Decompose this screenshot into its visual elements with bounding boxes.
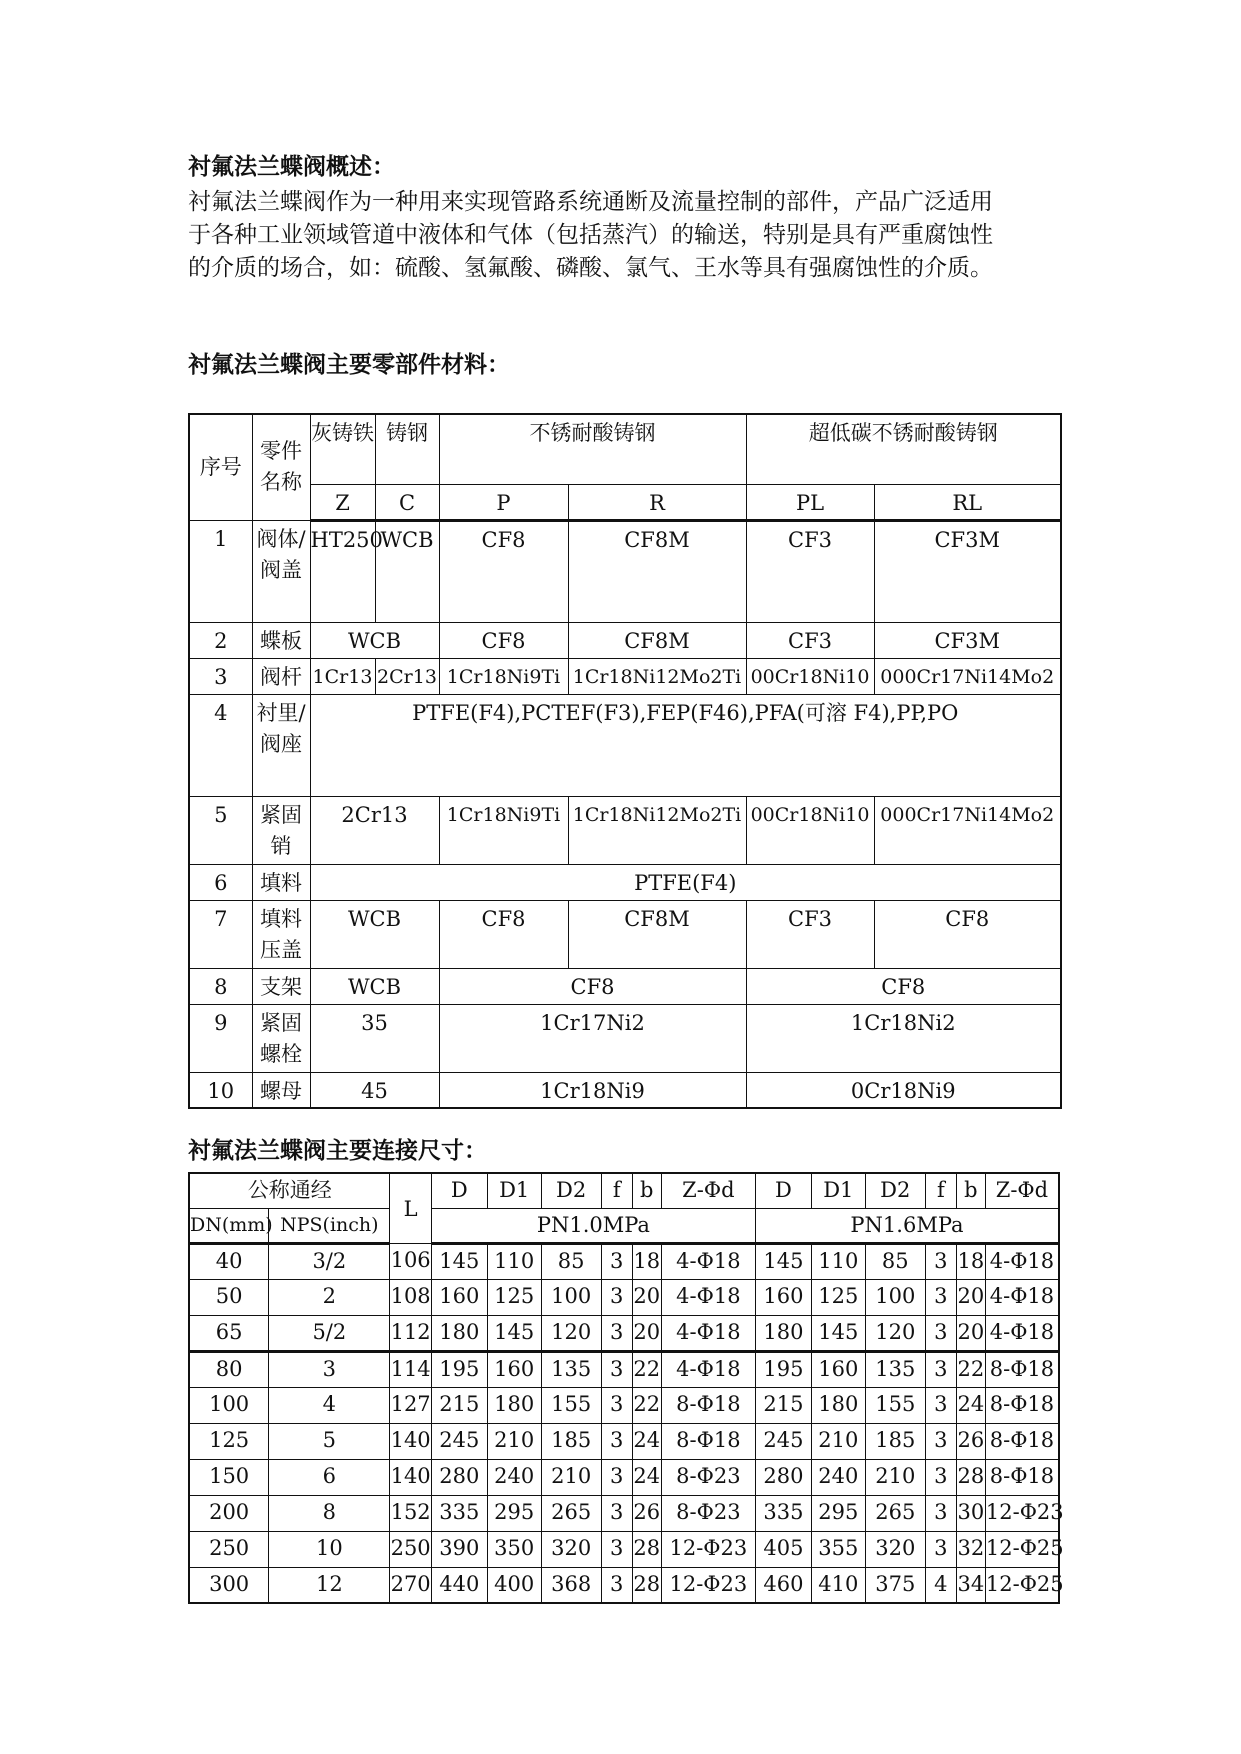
dimension-cell: 8-Φ18 xyxy=(985,1459,1059,1495)
dimension-cell: 3 xyxy=(601,1423,632,1459)
overview-line: 于各种工业领域管道中液体和气体（包括蒸汽）的输送，特别是具有严重腐蚀性 xyxy=(188,222,993,248)
dimension-cell: 335 xyxy=(755,1495,811,1531)
header-col: D1 xyxy=(811,1173,865,1208)
seq-cell: 5 xyxy=(189,796,252,864)
table-row xyxy=(189,1243,1059,1279)
dimension-cell: 245 xyxy=(431,1423,487,1459)
material-cell: 00Cr18Ni10 xyxy=(746,796,874,864)
dimension-cell: 8-Φ23 xyxy=(661,1495,755,1531)
material-cell: 1Cr13 xyxy=(310,658,375,694)
dimension-cell: 135 xyxy=(865,1351,925,1387)
dimension-cell: 20 xyxy=(632,1315,661,1351)
seq-cell: 8 xyxy=(189,968,252,1004)
table-row xyxy=(189,1531,1059,1567)
dimension-cell: 195 xyxy=(431,1351,487,1387)
dimension-cell: 210 xyxy=(541,1459,601,1495)
dimension-cell: 210 xyxy=(487,1423,541,1459)
dimension-cell: 12-Φ23 xyxy=(661,1531,755,1567)
dimension-cell: 3 xyxy=(601,1315,632,1351)
dimension-cell: 280 xyxy=(755,1459,811,1495)
code-cell: PL xyxy=(746,484,874,520)
dimension-cell: 65 xyxy=(189,1315,269,1351)
dimension-cell: 12-Φ23 xyxy=(985,1495,1059,1531)
material-cell: CF8 xyxy=(439,900,568,968)
seq-cell: 9 xyxy=(189,1004,252,1072)
dimension-cell: 3 xyxy=(601,1459,632,1495)
material-cell: 1Cr18Ni9 xyxy=(439,1072,746,1108)
dimension-cell: 12-Φ23 xyxy=(661,1567,755,1603)
dimension-cell: 180 xyxy=(487,1387,541,1423)
dimension-cell: 8 xyxy=(269,1495,390,1531)
dimension-cell: 112 xyxy=(390,1315,431,1351)
seq-cell: 6 xyxy=(189,864,252,900)
dimension-cell: 110 xyxy=(487,1243,541,1279)
overview-line: 的介质的场合，如：硫酸、氢氟酸、磷酸、氯气、王水等具有强腐蚀性的介质。 xyxy=(188,255,993,281)
header-L: L xyxy=(390,1173,431,1243)
material-cell: CF8 xyxy=(439,968,746,1004)
dimension-cell: 195 xyxy=(755,1351,811,1387)
material-cell: WCB xyxy=(310,968,439,1004)
dimension-cell: 8-Φ18 xyxy=(985,1387,1059,1423)
material-cell: 000Cr17Ni14Mo2 xyxy=(874,658,1061,694)
header-col: b xyxy=(632,1173,661,1208)
dimension-cell: 3 xyxy=(601,1243,632,1279)
material-cell: CF8 xyxy=(746,968,1061,1004)
dimension-cell: 3 xyxy=(601,1531,632,1567)
seq-cell: 1 xyxy=(189,520,252,622)
header-stainless: 不锈耐酸铸钢 xyxy=(439,414,746,484)
dimension-cell: 280 xyxy=(431,1459,487,1495)
dimension-cell: 3/2 xyxy=(269,1243,390,1279)
material-cell: 000Cr17Ni14Mo2 xyxy=(874,796,1061,864)
part-name-cell: 紧固螺栓 xyxy=(252,1004,310,1072)
dimension-cell: 100 xyxy=(541,1279,601,1315)
dimension-cell: 460 xyxy=(755,1567,811,1603)
dimension-cell: 85 xyxy=(541,1243,601,1279)
material-cell: CF8 xyxy=(439,622,568,658)
material-cell: CF3 xyxy=(746,520,874,622)
dimension-cell: 160 xyxy=(487,1351,541,1387)
material-cell: 00Cr18Ni10 xyxy=(746,658,874,694)
table-row xyxy=(189,1004,1061,1072)
dimension-cell: 24 xyxy=(956,1387,985,1423)
dimension-cell: 3 xyxy=(925,1495,956,1531)
header-gray-iron: 灰铸铁 xyxy=(310,414,375,484)
material-cell: 2Cr13 xyxy=(310,796,439,864)
table-row xyxy=(189,796,1061,864)
dimension-cell: 145 xyxy=(811,1315,865,1351)
seq-cell: 2 xyxy=(189,622,252,658)
seq-cell: 3 xyxy=(189,658,252,694)
dimension-cell: 440 xyxy=(431,1567,487,1603)
part-name-cell: 蝶板 xyxy=(252,622,310,658)
dimension-cell: 12 xyxy=(269,1567,390,1603)
dimension-cell: 240 xyxy=(811,1459,865,1495)
material-cell: CF8M xyxy=(568,520,746,622)
materials-header-row xyxy=(189,414,1061,484)
dimension-cell: 100 xyxy=(865,1279,925,1315)
dimension-cell: 18 xyxy=(632,1243,661,1279)
dimension-cell: 4-Φ18 xyxy=(985,1315,1059,1351)
material-cell: 1Cr18Ni2 xyxy=(746,1004,1061,1072)
dimension-cell: 155 xyxy=(541,1387,601,1423)
part-name-cell: 螺母 xyxy=(252,1072,310,1108)
header-cast-steel: 铸钢 xyxy=(375,414,439,484)
dimension-cell: 50 xyxy=(189,1279,269,1315)
dimension-cell: 210 xyxy=(811,1423,865,1459)
dimension-cell: 145 xyxy=(755,1243,811,1279)
header-col: f xyxy=(601,1173,632,1208)
code-cell: P xyxy=(439,484,568,520)
dimension-cell: 3 xyxy=(925,1423,956,1459)
dimension-cell: 368 xyxy=(541,1567,601,1603)
dimension-cell: 125 xyxy=(189,1423,269,1459)
dimension-cell: 127 xyxy=(390,1387,431,1423)
overview-paragraph xyxy=(188,186,1064,285)
seq-cell: 4 xyxy=(189,694,252,796)
dimension-cell: 152 xyxy=(390,1495,431,1531)
material-cell: CF3M xyxy=(874,622,1061,658)
dimension-cell: 3 xyxy=(925,1315,956,1351)
dimensions-subheader-row xyxy=(189,1208,1059,1243)
seq-cell: 7 xyxy=(189,900,252,968)
dimension-cell: 22 xyxy=(632,1351,661,1387)
part-name-cell: 填料压盖 xyxy=(252,900,310,968)
dimension-cell: 160 xyxy=(755,1279,811,1315)
dimension-cell: 8-Φ18 xyxy=(985,1423,1059,1459)
material-cell: 35 xyxy=(310,1004,439,1072)
overview-heading: 衬氟法兰蝶阀概述： xyxy=(188,153,395,180)
material-cell: 2Cr13 xyxy=(375,658,439,694)
dimension-cell: 4 xyxy=(269,1387,390,1423)
header-part-name: 零件名称 xyxy=(252,414,310,520)
material-cell: CF8 xyxy=(874,900,1061,968)
header-ultra-low-carbon: 超低碳不锈耐酸铸钢 xyxy=(746,414,1061,484)
dimension-cell: 140 xyxy=(390,1423,431,1459)
header-col: D2 xyxy=(541,1173,601,1208)
header-col: D xyxy=(755,1173,811,1208)
dimension-cell: 3 xyxy=(601,1495,632,1531)
dimension-cell: 24 xyxy=(632,1459,661,1495)
part-name-cell: 衬里/阀座 xyxy=(252,694,310,796)
part-name-cell: 支架 xyxy=(252,968,310,1004)
dimension-cell: 26 xyxy=(956,1423,985,1459)
dimension-cell: 4-Φ18 xyxy=(661,1351,755,1387)
table-row xyxy=(189,1567,1059,1603)
material-cell: 1Cr18Ni12Mo2Ti xyxy=(568,796,746,864)
dimension-cell: 3 xyxy=(925,1279,956,1315)
dimension-cell: 22 xyxy=(632,1387,661,1423)
dimension-cell: 8-Φ23 xyxy=(661,1459,755,1495)
dimension-cell: 100 xyxy=(189,1387,269,1423)
code-cell: Z xyxy=(310,484,375,520)
dimension-cell: 3 xyxy=(925,1243,956,1279)
dimension-cell: 18 xyxy=(956,1243,985,1279)
code-cell: RL xyxy=(874,484,1061,520)
material-cell: 1Cr17Ni2 xyxy=(439,1004,746,1072)
dimension-cell: 10 xyxy=(269,1531,390,1567)
dimension-cell: 295 xyxy=(487,1495,541,1531)
dimension-cell: 335 xyxy=(431,1495,487,1531)
dimension-cell: 185 xyxy=(541,1423,601,1459)
dimension-cell: 185 xyxy=(865,1423,925,1459)
dimension-cell: 145 xyxy=(431,1243,487,1279)
dimension-cell: 320 xyxy=(541,1531,601,1567)
table-row xyxy=(189,1072,1061,1108)
dimension-cell: 20 xyxy=(956,1279,985,1315)
dimension-cell: 145 xyxy=(487,1315,541,1351)
dimension-cell: 300 xyxy=(189,1567,269,1603)
header-col: Z-Φd xyxy=(985,1173,1059,1208)
material-cell: 1Cr18Ni12Mo2Ti xyxy=(568,658,746,694)
material-cell: CF8M xyxy=(568,900,746,968)
dimension-cell: 24 xyxy=(632,1423,661,1459)
dimension-cell: 245 xyxy=(755,1423,811,1459)
materials-heading: 衬氟法兰蝶阀主要零部件材料： xyxy=(188,351,510,378)
dimension-cell: 265 xyxy=(541,1495,601,1531)
part-name-cell: 阀杆 xyxy=(252,658,310,694)
dimension-cell: 85 xyxy=(865,1243,925,1279)
code-cell: R xyxy=(568,484,746,520)
dimension-cell: 108 xyxy=(390,1279,431,1315)
dimension-cell: 26 xyxy=(632,1495,661,1531)
table-row xyxy=(189,900,1061,968)
header-col: D1 xyxy=(487,1173,541,1208)
dimension-cell: 390 xyxy=(431,1531,487,1567)
material-cell: CF3M xyxy=(874,520,1061,622)
dimension-cell: 150 xyxy=(189,1459,269,1495)
dimension-cell: 140 xyxy=(390,1459,431,1495)
dimension-cell: 265 xyxy=(865,1495,925,1531)
dimension-cell: 4-Φ18 xyxy=(661,1315,755,1351)
table-row xyxy=(189,658,1061,694)
table-row xyxy=(189,1315,1059,1351)
dimension-cell: 80 xyxy=(189,1351,269,1387)
dimension-cell: 270 xyxy=(390,1567,431,1603)
dimensions-heading: 衬氟法兰蝶阀主要连接尺寸： xyxy=(188,1137,487,1164)
table-row xyxy=(189,1459,1059,1495)
dimension-cell: 120 xyxy=(541,1315,601,1351)
dimension-cell: 5 xyxy=(269,1423,390,1459)
code-cell: C xyxy=(375,484,439,520)
table-row xyxy=(189,1495,1059,1531)
header-col: f xyxy=(925,1173,956,1208)
dimension-cell: 28 xyxy=(956,1459,985,1495)
dimension-cell: 3 xyxy=(601,1567,632,1603)
dimension-cell: 350 xyxy=(487,1531,541,1567)
part-name-cell: 紧固销 xyxy=(252,796,310,864)
dimension-cell: 250 xyxy=(189,1531,269,1567)
header-nominal: 公称通经 xyxy=(189,1173,390,1208)
dimension-cell: 400 xyxy=(487,1567,541,1603)
dimension-cell: 4 xyxy=(925,1567,956,1603)
dimension-cell: 240 xyxy=(487,1459,541,1495)
material-cell: HT250 xyxy=(310,520,375,622)
table-row xyxy=(189,1351,1059,1387)
dimension-cell: 6 xyxy=(269,1459,390,1495)
dimension-cell: 125 xyxy=(811,1279,865,1315)
table-row xyxy=(189,1387,1059,1423)
table-row xyxy=(189,694,1061,796)
dimension-cell: 12-Φ25 xyxy=(985,1531,1059,1567)
table-row xyxy=(189,520,1061,622)
seq-cell: 10 xyxy=(189,1072,252,1108)
dimension-cell: 3 xyxy=(269,1351,390,1387)
dimension-cell: 8-Φ18 xyxy=(661,1387,755,1423)
dimension-cell: 180 xyxy=(811,1387,865,1423)
dimension-cell: 200 xyxy=(189,1495,269,1531)
dimension-cell: 5/2 xyxy=(269,1315,390,1351)
material-cell: CF3 xyxy=(746,900,874,968)
material-cell: CF8M xyxy=(568,622,746,658)
dimension-cell: 250 xyxy=(390,1531,431,1567)
material-cell: WCB xyxy=(310,900,439,968)
dimension-cell: 4-Φ18 xyxy=(661,1243,755,1279)
dimension-cell: 22 xyxy=(956,1351,985,1387)
header-col: D2 xyxy=(865,1173,925,1208)
dimension-cell: 410 xyxy=(811,1567,865,1603)
dimension-cell: 180 xyxy=(755,1315,811,1351)
header-nps: NPS(inch) xyxy=(269,1208,390,1243)
dimension-cell: 3 xyxy=(925,1459,956,1495)
dimension-cell: 355 xyxy=(811,1531,865,1567)
table-row xyxy=(189,622,1061,658)
material-cell: 1Cr18Ni9Ti xyxy=(439,796,568,864)
dimension-cell: 30 xyxy=(956,1495,985,1531)
dimension-cell: 215 xyxy=(431,1387,487,1423)
material-cell: PTFE(F4),PCTEF(F3),FEP(F46),PFA(可溶 F4),PP,PO xyxy=(310,694,1061,796)
overview-line: 衬氟法兰蝶阀作为一种用来实现管路系统通断及流量控制的部件，产品广泛适用 xyxy=(188,189,993,215)
header-col: b xyxy=(956,1173,985,1208)
table-row xyxy=(189,1279,1059,1315)
header-pn2: PN1.6MPa xyxy=(755,1208,1059,1243)
dimension-cell: 3 xyxy=(601,1351,632,1387)
part-name-cell: 填料 xyxy=(252,864,310,900)
dimension-cell: 3 xyxy=(925,1531,956,1567)
dimension-cell: 135 xyxy=(541,1351,601,1387)
dimension-cell: 4-Φ18 xyxy=(985,1279,1059,1315)
dimension-cell: 320 xyxy=(865,1531,925,1567)
dimension-cell: 28 xyxy=(632,1531,661,1567)
dimension-cell: 160 xyxy=(811,1351,865,1387)
dimension-cell: 8-Φ18 xyxy=(985,1351,1059,1387)
dimension-cell: 4-Φ18 xyxy=(661,1279,755,1315)
dimension-cell: 28 xyxy=(632,1567,661,1603)
header-col: Z-Φd xyxy=(661,1173,755,1208)
header-col: D xyxy=(431,1173,487,1208)
dimension-cell: 405 xyxy=(755,1531,811,1567)
dimension-cell: 160 xyxy=(431,1279,487,1315)
dimension-cell: 3 xyxy=(601,1279,632,1315)
header-pn1: PN1.0MPa xyxy=(431,1208,755,1243)
dimension-cell: 2 xyxy=(269,1279,390,1315)
materials-code-row xyxy=(189,484,1061,520)
material-cell: PTFE(F4) xyxy=(310,864,1061,900)
dimension-cell: 180 xyxy=(431,1315,487,1351)
table-row xyxy=(189,864,1061,900)
dimension-cell: 3 xyxy=(601,1387,632,1423)
dimension-cell: 120 xyxy=(865,1315,925,1351)
dimension-cell: 8-Φ18 xyxy=(661,1423,755,1459)
dimension-cell: 4-Φ18 xyxy=(985,1243,1059,1279)
dimension-cell: 375 xyxy=(865,1567,925,1603)
dimensions-header-row xyxy=(189,1173,1059,1208)
dimension-cell: 110 xyxy=(811,1243,865,1279)
dimension-cell: 3 xyxy=(925,1387,956,1423)
materials-table xyxy=(188,413,1062,1109)
dimension-cell: 155 xyxy=(865,1387,925,1423)
material-cell: 1Cr18Ni9Ti xyxy=(439,658,568,694)
dimension-cell: 210 xyxy=(865,1459,925,1495)
material-cell: CF8 xyxy=(439,520,568,622)
dimension-cell: 125 xyxy=(487,1279,541,1315)
header-dn: DN(mm) xyxy=(189,1208,269,1243)
material-cell: 45 xyxy=(310,1072,439,1108)
dimension-cell: 3 xyxy=(925,1351,956,1387)
dimension-cell: 12-Φ25 xyxy=(985,1567,1059,1603)
dimension-cell: 32 xyxy=(956,1531,985,1567)
dimension-cell: 40 xyxy=(189,1243,269,1279)
material-cell: 0Cr18Ni9 xyxy=(746,1072,1061,1108)
dimension-cell: 20 xyxy=(956,1315,985,1351)
header-seq: 序号 xyxy=(189,414,252,520)
dimension-cell: 106 xyxy=(390,1243,431,1279)
material-cell: WCB xyxy=(310,622,439,658)
material-cell: WCB xyxy=(375,520,439,622)
dimension-cell: 215 xyxy=(755,1387,811,1423)
dimension-cell: 34 xyxy=(956,1567,985,1603)
material-cell: CF3 xyxy=(746,622,874,658)
dimension-cell: 20 xyxy=(632,1279,661,1315)
table-row xyxy=(189,968,1061,1004)
part-name-cell: 阀体/阀盖 xyxy=(252,520,310,622)
dimensions-table xyxy=(188,1172,1064,1604)
dimension-cell: 114 xyxy=(390,1351,431,1387)
table-row xyxy=(189,1423,1059,1459)
dimension-cell: 295 xyxy=(811,1495,865,1531)
